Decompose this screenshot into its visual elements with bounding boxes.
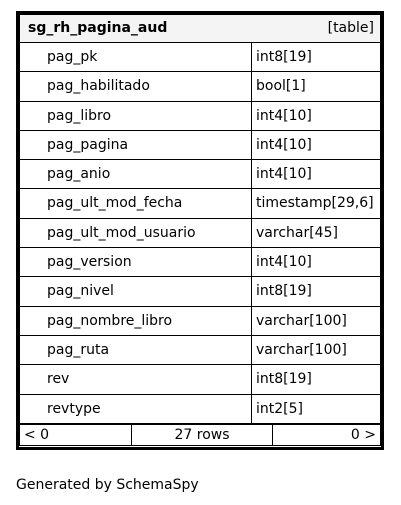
column-row	[19, 219, 381, 248]
column-name: pag_nombre_libro	[20, 307, 252, 335]
column-row	[19, 102, 381, 131]
column-row	[19, 72, 381, 101]
table-name: sg_rh_pagina_aud	[28, 20, 168, 36]
column-name: pag_ult_mod_usuario	[20, 219, 252, 247]
column-type: int2[5]	[256, 400, 303, 417]
column-type: timestamp[29,6]	[256, 195, 374, 212]
column-type: int8[19]	[256, 371, 312, 388]
column-row	[19, 43, 381, 72]
column-name: pag_habilitado	[20, 72, 252, 100]
parent-count: < 0	[20, 425, 132, 445]
column-row	[19, 395, 381, 424]
column-type: int4[10]	[256, 107, 312, 124]
column-type: varchar[100]	[256, 341, 347, 358]
column-name: pag_anio	[20, 160, 252, 188]
row-count: 27 rows	[132, 425, 273, 445]
column-name: rev	[20, 365, 252, 393]
column-type: varchar[100]	[256, 312, 347, 329]
column-row	[19, 131, 381, 160]
table-footer	[19, 424, 381, 446]
table-header	[19, 14, 381, 43]
column-type: int4[10]	[256, 136, 312, 153]
column-name: pag_pk	[20, 43, 252, 71]
column-name: pag_ult_mod_fecha	[20, 189, 252, 217]
column-type: int4[10]	[256, 254, 312, 271]
column-row	[19, 307, 381, 336]
column-name: pag_libro	[20, 102, 252, 130]
column-type: int4[10]	[256, 166, 312, 183]
column-type: int8[19]	[256, 49, 312, 65]
column-name: pag_nivel	[20, 277, 252, 305]
column-type: varchar[45]	[256, 224, 338, 241]
column-row	[19, 277, 381, 306]
table-diagram	[16, 11, 384, 450]
column-row	[19, 160, 381, 189]
column-type: int8[19]	[256, 283, 312, 300]
column-name: pag_version	[20, 248, 252, 276]
column-row	[19, 248, 381, 277]
column-name: pag_ruta	[20, 336, 252, 364]
column-row	[19, 365, 381, 394]
generated-by-text: Generated by SchemaSpy	[16, 477, 199, 493]
column-type: bool[1]	[256, 78, 306, 95]
child-count: 0 >	[350, 426, 376, 443]
column-name: revtype	[20, 395, 252, 423]
column-row	[19, 189, 381, 218]
column-row	[19, 336, 381, 365]
table-type-label: [table]	[327, 20, 374, 36]
column-name: pag_pagina	[20, 131, 252, 159]
